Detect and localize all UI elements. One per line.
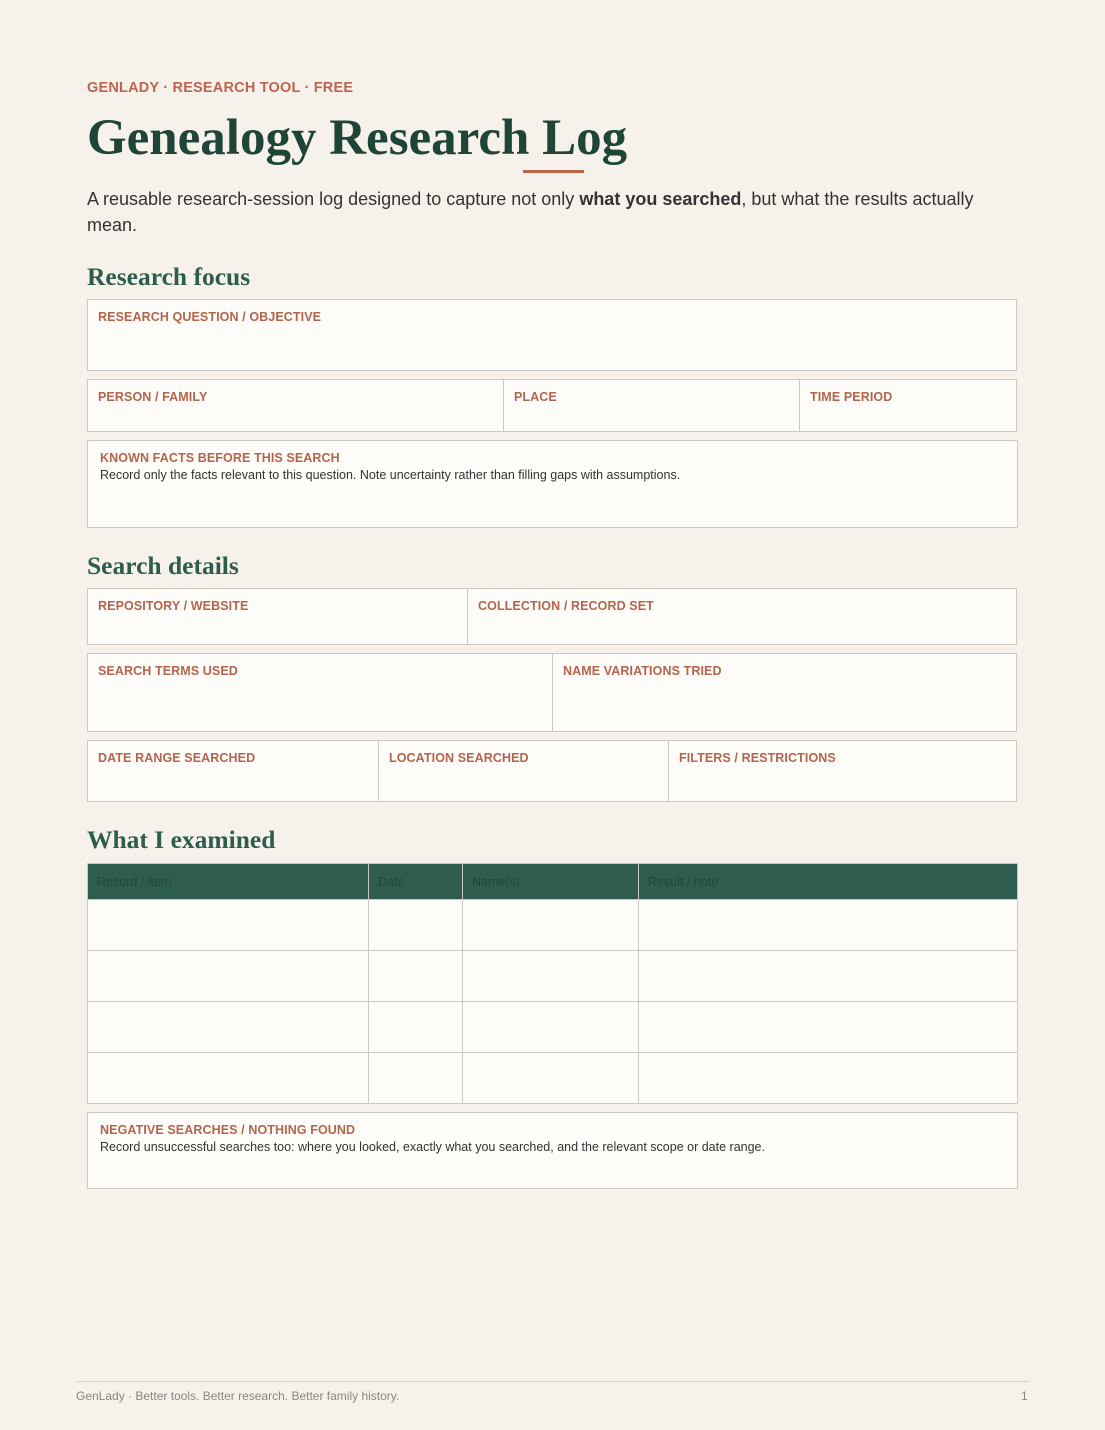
- negative-searches-field[interactable]: [87, 1112, 1018, 1189]
- footer-tagline: GenLady · Better tools. Better research. Better family history.: [76, 1389, 400, 1403]
- search-terms-label: SEARCH TERMS USED: [98, 664, 238, 678]
- column-header-date: Date: [369, 864, 463, 900]
- result-cell[interactable]: [639, 1002, 1018, 1053]
- result-cell[interactable]: [639, 951, 1018, 1002]
- footer-divider: [76, 1381, 1029, 1382]
- result-cell[interactable]: [639, 900, 1018, 951]
- column-header-record: Record / item: [88, 864, 369, 900]
- negative-searches-label: NEGATIVE SEARCHES / NOTHING FOUND: [100, 1123, 356, 1137]
- page-title: Genealogy Research Log: [87, 110, 628, 166]
- record-cell[interactable]: [88, 951, 369, 1002]
- kicker-label: GENLADY · RESEARCH TOOL · FREE: [87, 80, 354, 96]
- date-location-filters-row: [87, 740, 1017, 802]
- column-header-result: Result / note: [639, 864, 1018, 900]
- intro-text-start: A reusable research-session log designed to capture not only: [87, 189, 580, 209]
- table-row: [88, 1053, 1018, 1104]
- repository-field[interactable]: [88, 589, 468, 644]
- date-cell[interactable]: [369, 1053, 463, 1104]
- result-cell[interactable]: [639, 1053, 1018, 1104]
- date-cell[interactable]: [369, 1002, 463, 1053]
- filters-label: FILTERS / RESTRICTIONS: [679, 751, 836, 765]
- repository-label: REPOSITORY / WEBSITE: [98, 599, 249, 613]
- place-field[interactable]: [504, 380, 800, 431]
- names-cell[interactable]: [463, 1053, 639, 1104]
- name-variations-field[interactable]: [553, 654, 1016, 731]
- person-place-time-row: [87, 379, 1017, 432]
- date-cell[interactable]: [369, 900, 463, 951]
- time-period-field[interactable]: [800, 380, 1016, 431]
- table-header-row: [88, 864, 1018, 900]
- title-accent-underline: [523, 170, 584, 173]
- research-question-label: RESEARCH QUESTION / OBJECTIVE: [98, 310, 322, 324]
- known-facts-label: KNOWN FACTS BEFORE THIS SEARCH: [100, 451, 340, 465]
- record-cell[interactable]: [88, 900, 369, 951]
- intro-text-bold: what you searched: [579, 189, 742, 209]
- filters-field[interactable]: [669, 741, 1016, 801]
- collection-field[interactable]: [468, 589, 1016, 644]
- time-period-label: TIME PERIOD: [810, 390, 893, 404]
- column-header-names: Name(s): [463, 864, 639, 900]
- location-searched-field[interactable]: [379, 741, 669, 801]
- negative-searches-note: Record unsuccessful searches too: where you looked, exactly what you searched, and the relevant scope or date range.: [100, 1140, 765, 1154]
- date-range-field[interactable]: [88, 741, 379, 801]
- collection-label: COLLECTION / RECORD SET: [478, 599, 654, 613]
- examined-heading: What I examined: [87, 825, 276, 854]
- research-focus-heading: Research focus: [87, 262, 251, 291]
- repository-collection-row: [87, 588, 1017, 645]
- intro-text-end: , but what the results actually mean.: [87, 189, 974, 235]
- search-details-heading: Search details: [87, 551, 239, 580]
- names-cell[interactable]: [463, 900, 639, 951]
- table-row: [88, 900, 1018, 951]
- intro-paragraph: [87, 186, 1027, 238]
- date-cell[interactable]: [369, 951, 463, 1002]
- table-row: [88, 951, 1018, 1002]
- names-cell[interactable]: [463, 951, 639, 1002]
- person-family-field[interactable]: [88, 380, 504, 431]
- table-row: [88, 1002, 1018, 1053]
- record-cell[interactable]: [88, 1002, 369, 1053]
- names-cell[interactable]: [463, 1002, 639, 1053]
- search-terms-field[interactable]: [88, 654, 553, 731]
- name-variations-label: NAME VARIATIONS TRIED: [563, 664, 722, 678]
- examined-table: [87, 863, 1018, 1104]
- place-label: PLACE: [514, 390, 557, 404]
- known-facts-note: Record only the facts relevant to this question. Note uncertainty rather than filling gaps with assumptions.: [100, 468, 681, 482]
- location-searched-label: LOCATION SEARCHED: [389, 751, 529, 765]
- page-number: 1: [1021, 1389, 1028, 1403]
- known-facts-field[interactable]: [87, 440, 1018, 528]
- person-family-label: PERSON / FAMILY: [98, 390, 208, 404]
- research-question-field[interactable]: [87, 299, 1017, 371]
- terms-variations-row: [87, 653, 1017, 732]
- date-range-label: DATE RANGE SEARCHED: [98, 751, 256, 765]
- record-cell[interactable]: [88, 1053, 369, 1104]
